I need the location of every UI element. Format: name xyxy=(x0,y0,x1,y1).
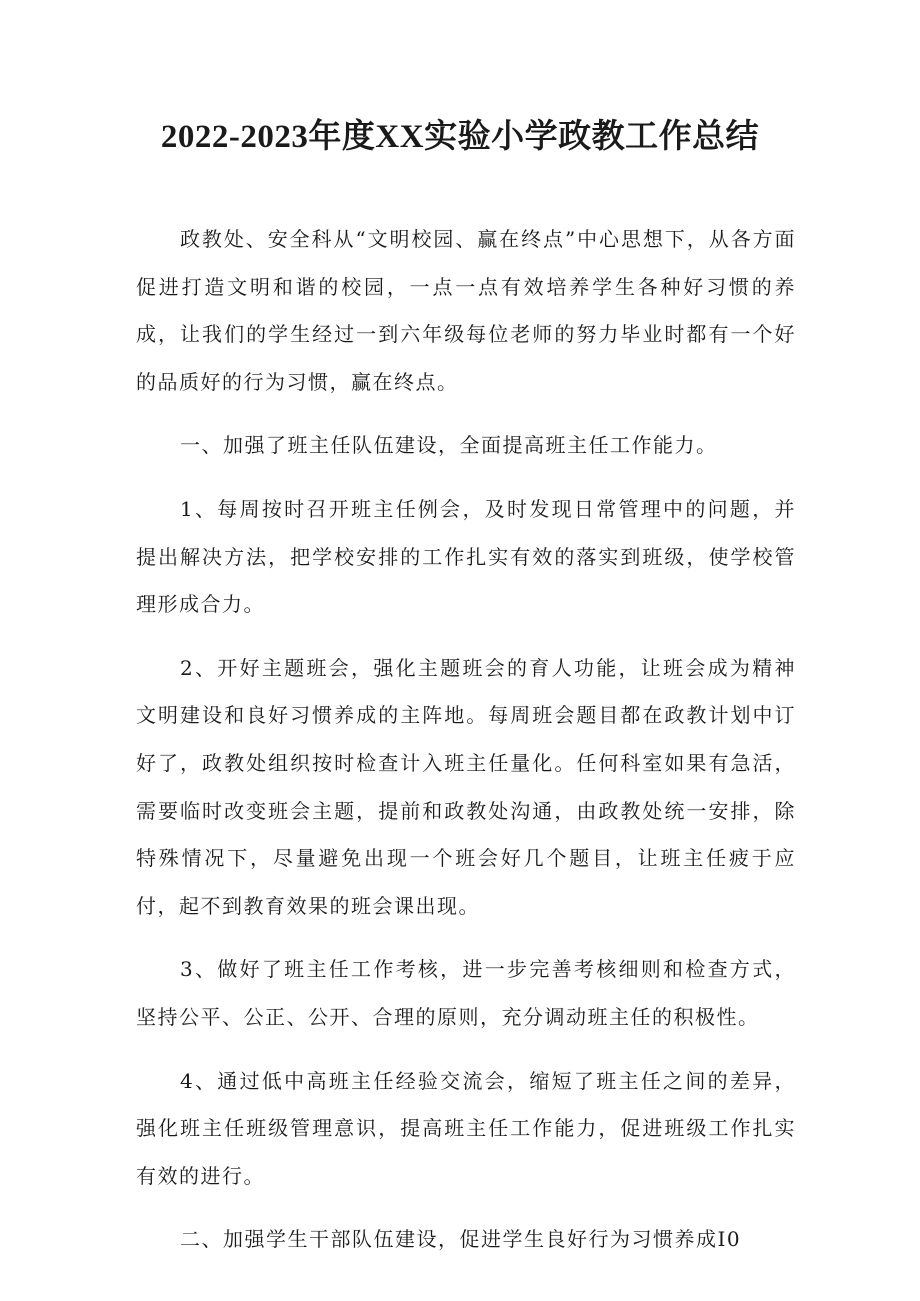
section-heading-1: 一、加强了班主任队伍建设，全面提高班主任工作能力。 xyxy=(180,433,718,458)
section-heading-2: 二、加强学生干部队伍建设，促进学生良好行为习惯养成I0 xyxy=(180,1227,742,1252)
paragraph-item-3: 3、做好了班主任工作考核，进一步完善考核细则和检查方式，坚持公平、公正、公开、合理的原则，充分调动班主任的积极性。 xyxy=(136,957,796,1029)
paragraph-item-2: 2、开好主题班会，强化主题班会的育人功能，让班会成为精神文明建设和良好习惯养成的主阵地。每周班会题目都在政教计划中订好了，政教处组织按时检查计入班主任量化。任何科室如果有急活，需要临时改变班会主题，提前和政教处沟通，由政教处统一安排，除特殊情况下，尽量避免出现一个班会好几个题目，让班主任疲于应付，起不到教育效果的班会课出现。 xyxy=(136,655,796,918)
document-body xyxy=(136,216,796,1280)
paragraph-item-4: 4、通过低中高班主任经验交流会，缩短了班主任之间的差异，强化班主任班级管理意识，提高班主任工作能力，促进班级工作扎实有效的进行。 xyxy=(136,1068,796,1188)
paragraph-intro: 政教处、安全科从“文明校园、赢在终点”中心思想下，从各方面促进打造文明和谐的校园，一点一点有效培养学生各种好习惯的养成，让我们的学生经过一到六年级每位老师的努力毕业时都有一个好的品质好的行为习惯，赢在终点。 xyxy=(136,227,796,394)
document-title: 2022-2023年度XX实验小学政教工作总结 xyxy=(160,119,760,155)
paragraph-item-1: 1、每周按时召开班主任例会，及时发现日常管理中的问题，并提出解决方法，把学校安排的工作扎实有效的落实到班级，使学校管理形成合力。 xyxy=(136,496,796,617)
